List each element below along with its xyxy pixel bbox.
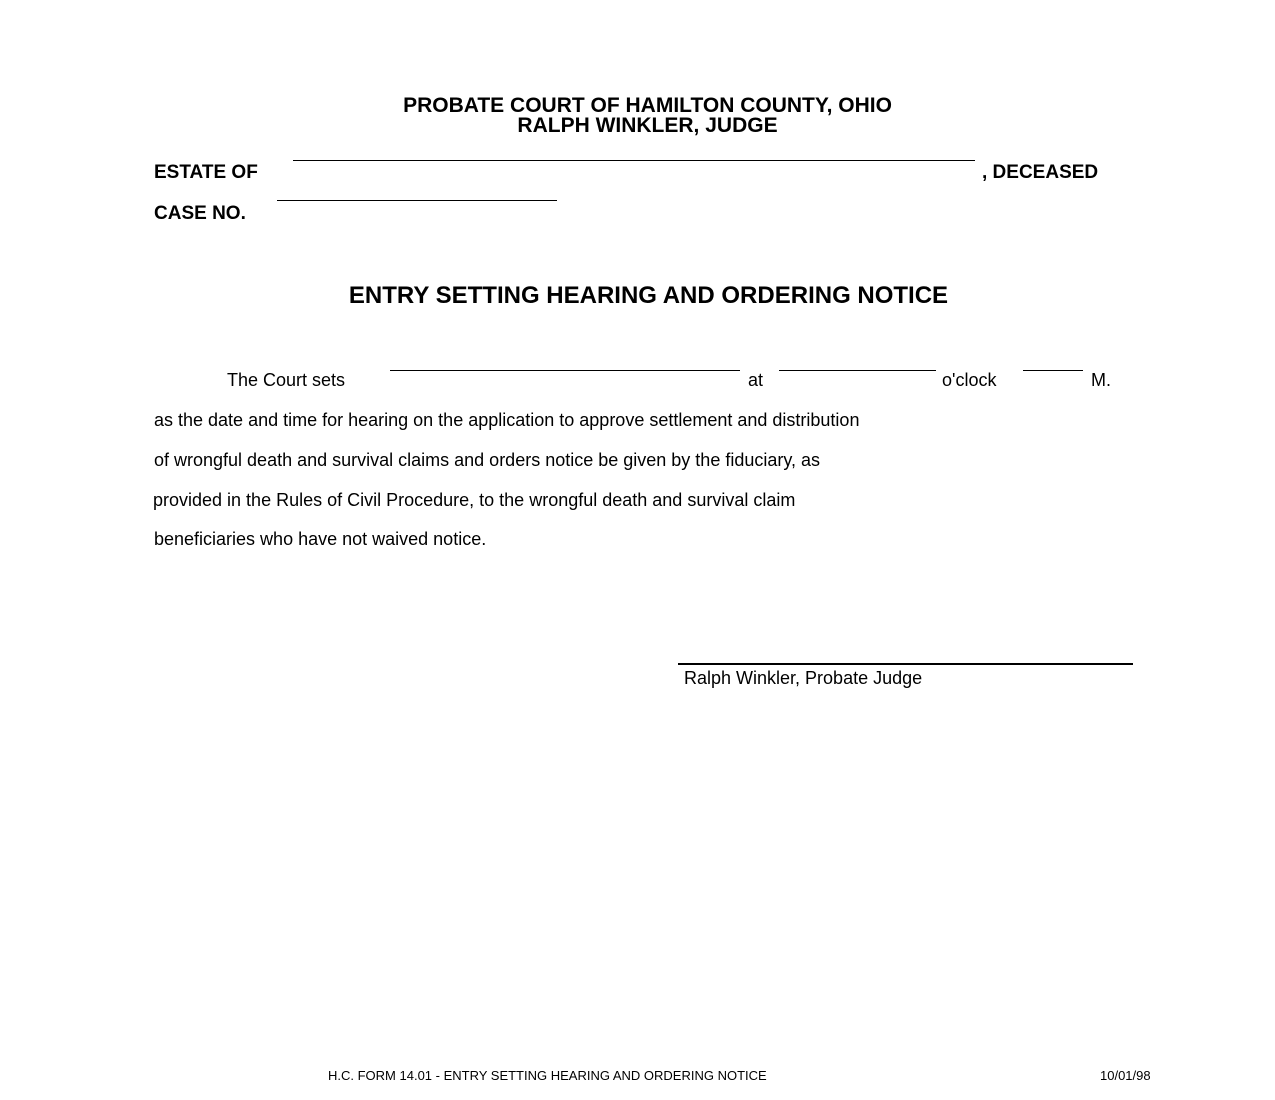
- am-pm-field[interactable]: [1023, 370, 1083, 371]
- judge-name: RALPH WINKLER, JUDGE: [517, 114, 778, 137]
- oclock-label: o'clock: [942, 370, 997, 390]
- case-number-field[interactable]: [277, 200, 557, 201]
- body-line5: beneficiaries who have not waived notice.: [154, 529, 487, 549]
- signature-line[interactable]: [678, 663, 1133, 665]
- at-label: at: [748, 370, 764, 390]
- footer-date: 10/01/98: [1100, 1068, 1151, 1083]
- case-label: CASE NO.: [154, 203, 246, 224]
- estate-field[interactable]: [293, 160, 975, 161]
- deceased-label: , DECEASED: [982, 162, 1099, 183]
- hearing-time-field[interactable]: [779, 370, 936, 371]
- signature-label: Ralph Winkler, Probate Judge: [684, 668, 923, 688]
- estate-label: ESTATE OF: [154, 162, 258, 183]
- body-line2: as the date and time for hearing on the application to approve settlement and distribution: [154, 410, 860, 430]
- document-title: ENTRY SETTING HEARING AND ORDERING NOTICE: [348, 282, 949, 309]
- body-line1-prefix: The Court sets: [227, 370, 346, 390]
- hearing-date-field[interactable]: [390, 370, 740, 371]
- body-line3: of wrongful death and survival claims and orders notice be given by the fiduciary, as: [154, 450, 821, 470]
- body-line4: provided in the Rules of Civil Procedure, to the wrongful death and survival claim: [153, 490, 796, 510]
- footer-form-id: H.C. FORM 14.01 - ENTRY SETTING HEARING AND ORDERING NOTICE: [328, 1068, 767, 1083]
- court-name: PROBATE COURT OF HAMILTON COUNTY, OHIO: [403, 94, 892, 117]
- m-label: M.: [1091, 370, 1111, 390]
